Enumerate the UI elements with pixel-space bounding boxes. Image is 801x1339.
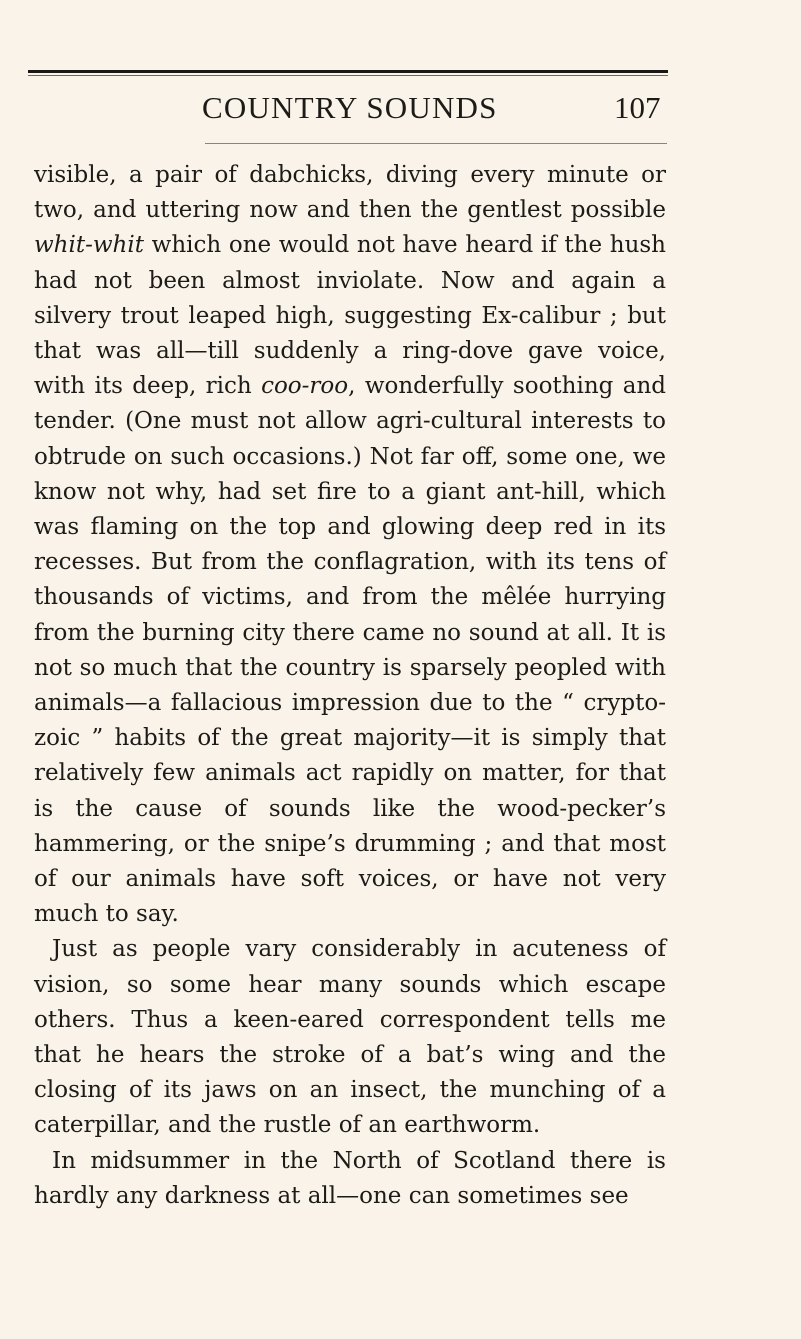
- italic-coo-roo: coo-roo: [261, 373, 349, 400]
- body-text: [34, 158, 666, 1214]
- paragraph-1-part-3: , wonderfully soothing and tender. (One must not allow agri-cultural interests to obtrude on such occasions.) Not far off, some one, we know not why, had set fire to a giant ant-hill, which was flaming on the top and glowing deep red in its recesses. But from the conflagration, with its tens of thousands of victims, and from the mêlée hurrying from the burning city there came no sound at all. It is not so much that the country is sparsely peopled with animals—a fallacious impression due to the “ crypto-zoic ” habits of the great majority—it is simply that relatively few animals act rapidly on matter, for that is the cause of sounds like the wood-pecker’s hammering, or the snipe’s drumming ; and that most of our animals have soft voices, or have not very much to say.: [34, 373, 666, 928]
- running-title: COUNTRY SOUNDS: [202, 90, 498, 125]
- top-double-rule: [28, 70, 668, 73]
- paragraph-2: Just as people vary considerably in acuteness of vision, so some hear many sounds which escape others. Thus a keen-eared correspondent tells me that he hears the stroke of a bat’s wing and the closing of its jaws on an insect, the munching of a caterpillar, and the rustle of an earthworm.: [34, 936, 666, 1139]
- top-thin-rule: [28, 75, 668, 76]
- header-rule: [205, 143, 667, 144]
- paragraph-3: In midsummer in the North of Scotland there is hardly any darkness at all—one can sometimes see: [34, 1147, 666, 1209]
- paragraph-1-part-1: visible, a pair of dabchicks, diving every minute or two, and uttering now and then the gentlest possible: [34, 162, 666, 224]
- page-number: 107: [614, 90, 661, 125]
- paragraph-1: [34, 158, 666, 932]
- paragraph-1-part-2: which one would not have heard if the hush had not been almost inviolate. Now and again a silvery trout leaped high, suggesting Ex-calibur ; but that was all—till suddenly a ring-dove gave voice, with its deep, rich: [34, 232, 666, 400]
- italic-whit-whit: whit-whit: [34, 232, 144, 259]
